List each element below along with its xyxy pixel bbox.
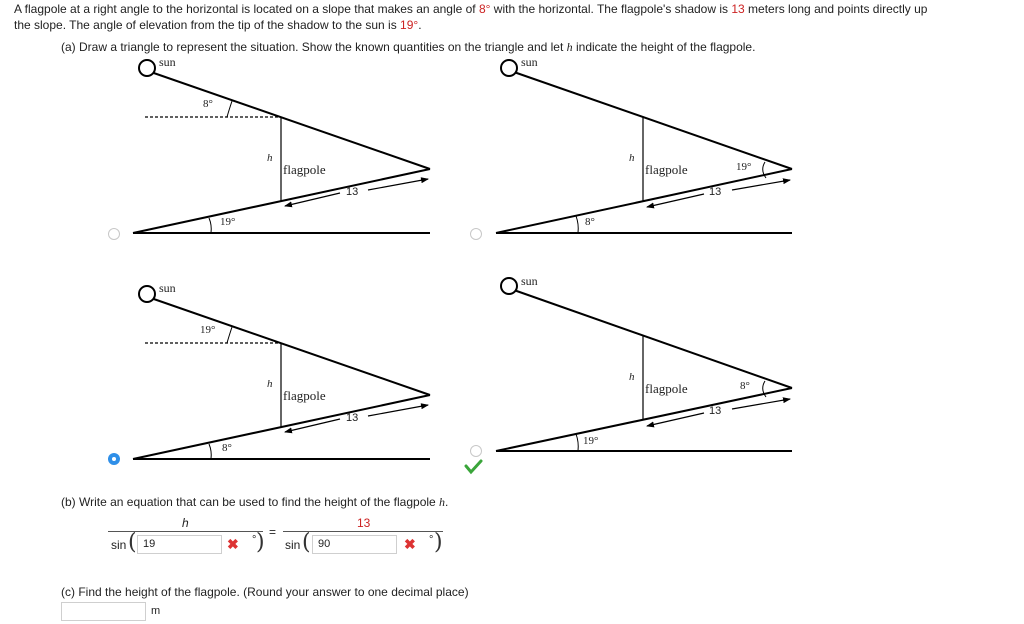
- problem-text: A flagpole at a right angle to the horizontal is located on a slope that makes an angle of: [14, 2, 479, 16]
- top-angle-label: 19°: [200, 324, 216, 336]
- open-paren: (: [302, 530, 311, 555]
- sin-label: sin: [285, 538, 301, 552]
- height-label: h: [267, 152, 273, 164]
- bottom-angle-label: 19°: [583, 435, 599, 447]
- option-3-diagram[interactable]: [133, 286, 430, 459]
- degree-symbol: °: [429, 534, 434, 546]
- incorrect-icon: ✖: [227, 536, 239, 552]
- angle-arc: [209, 218, 211, 233]
- angle-arc: [576, 216, 578, 233]
- part-c-prompt: (c) Find the height of the flagpole. (Round your answer to one decimal place): [61, 585, 469, 599]
- degree-symbol: °: [252, 534, 257, 546]
- option-3-radio[interactable]: [108, 453, 120, 465]
- bottom-angle-label: 8°: [585, 216, 595, 228]
- incorrect-icon: ✖: [404, 536, 416, 552]
- shadow-length-label: 13: [346, 412, 359, 424]
- flagpole-label: flagpole: [645, 162, 688, 177]
- problem-text: meters long and points directly up: [744, 2, 928, 16]
- close-paren: ): [256, 530, 265, 555]
- top-angle-label: 8°: [740, 380, 750, 392]
- height-label: h: [267, 378, 273, 390]
- part-a-prompt: (a) Draw a triangle to represent the situation. Show the known quantities on the triangle and let h indicate the height of the flagpole.: [61, 40, 756, 54]
- height-answer-input[interactable]: [61, 602, 146, 621]
- shadow-arrow-left: [647, 194, 704, 207]
- slope-line: [496, 388, 792, 451]
- option-2-diagram[interactable]: [496, 60, 792, 233]
- part-b-prompt: (b) Write an equation that can be used to find the height of the flagpole h.: [61, 495, 449, 509]
- sun-ray: [148, 71, 430, 169]
- height-label: h: [629, 371, 635, 383]
- shadow-length-label: 13: [709, 405, 722, 417]
- flagpole-label: flagpole: [283, 162, 326, 177]
- sun-ray: [148, 297, 430, 395]
- height-label: h: [629, 152, 635, 164]
- angle-arc: [576, 434, 578, 451]
- sin-label: sin: [111, 538, 127, 552]
- shadow-length-label: 13: [709, 186, 722, 198]
- problem-text: .: [418, 18, 422, 32]
- sun-circle: [501, 278, 517, 294]
- right-numerator: 13: [357, 516, 371, 530]
- right-angle-input[interactable]: 90: [312, 535, 397, 554]
- sun-label: sun: [521, 55, 538, 69]
- unit-label: m: [151, 605, 161, 617]
- left-numerator: h: [182, 516, 189, 530]
- close-paren: ): [434, 530, 443, 555]
- sun-label: sun: [159, 55, 176, 69]
- problem-text: with the horizontal. The flagpole's shadow is: [490, 2, 732, 16]
- option-4-diagram[interactable]: [496, 278, 792, 451]
- sun-ray: [511, 71, 792, 169]
- option-1-diagram[interactable]: [133, 60, 430, 233]
- sun-label: sun: [159, 281, 176, 295]
- checkmark-icon: [466, 461, 481, 472]
- shadow-arrow-right: [732, 399, 790, 409]
- sun-circle: [139, 60, 155, 76]
- sun-circle: [139, 286, 155, 302]
- option-2-radio[interactable]: [470, 228, 482, 240]
- shadow-arrow-left: [647, 413, 704, 426]
- shadow-length-value: 13: [731, 2, 745, 16]
- top-angle-label: 19°: [736, 161, 752, 173]
- slope-line: [496, 169, 792, 233]
- bottom-angle-label: 19°: [220, 216, 236, 228]
- flagpole-label: flagpole: [283, 388, 326, 403]
- sun-circle: [501, 60, 517, 76]
- top-angle-label: 8°: [203, 98, 213, 110]
- slope-angle-value: 8°: [478, 2, 491, 16]
- left-angle-input[interactable]: 19: [137, 535, 222, 554]
- shadow-arrow-right: [732, 180, 790, 190]
- elevation-angle-value: 19°: [400, 18, 419, 32]
- problem-text: the slope. The angle of elevation from the tip of the shadow to the sun is: [14, 18, 401, 32]
- angle-arc: [227, 101, 232, 117]
- angle-arc: [209, 444, 211, 459]
- flagpole-label: flagpole: [645, 381, 688, 396]
- sun-ray: [511, 289, 792, 388]
- shadow-length-label: 13: [346, 186, 359, 198]
- angle-arc: [227, 327, 232, 343]
- bottom-angle-label: 8°: [222, 442, 232, 454]
- open-paren: (: [128, 530, 137, 555]
- equals-sign: =: [269, 525, 277, 539]
- sun-label: sun: [521, 274, 538, 288]
- option-4-radio[interactable]: [470, 445, 482, 457]
